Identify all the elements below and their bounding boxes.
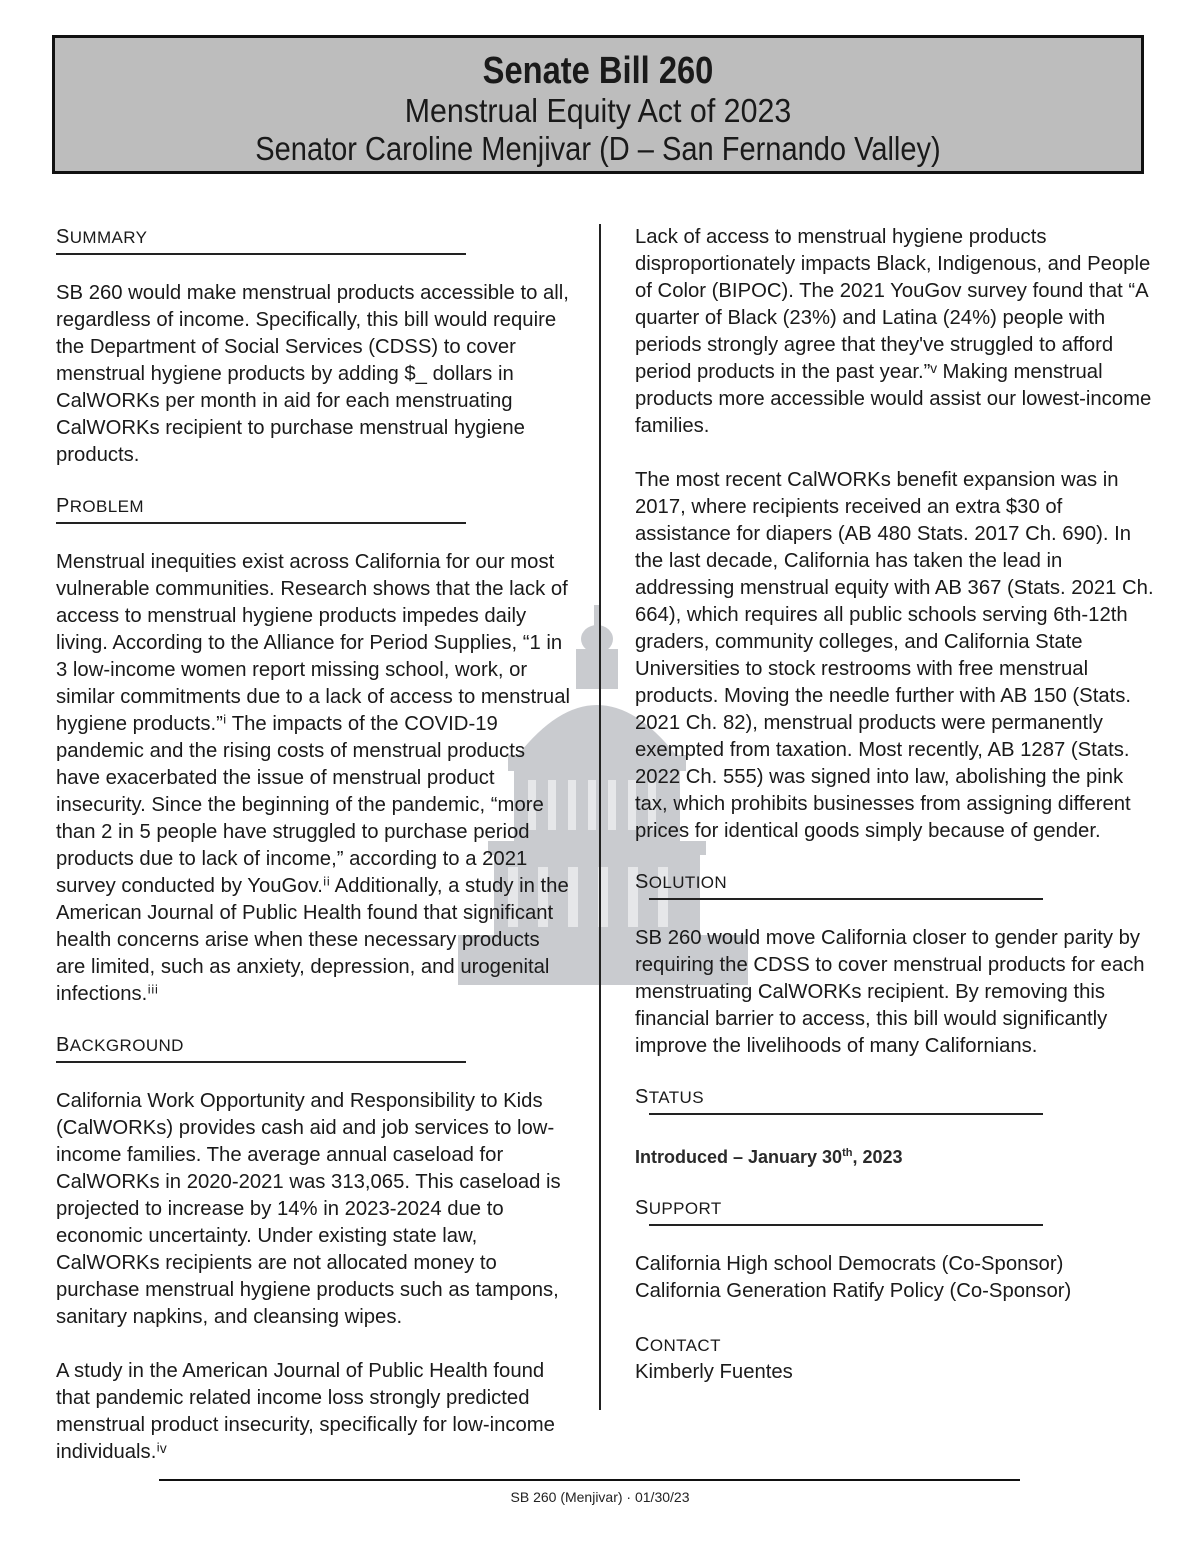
contact-heading: CONTACT bbox=[635, 1334, 721, 1356]
column-divider bbox=[599, 224, 601, 1410]
solution-text: SB 260 would move California closer to gender parity by requiring the CDSS to cover menstrual products for each menstruating CalWORKs recipient. By removing this financial barrier to access, this bill would significantly improve the livelihoods of many Californians. bbox=[635, 927, 1145, 1057]
right-column bbox=[635, 224, 1155, 1386]
status-text: Introduced – January 30th, 2023 bbox=[635, 1147, 903, 1167]
header-box bbox=[52, 35, 1144, 174]
status-heading: STATUS bbox=[635, 1086, 704, 1108]
left-column bbox=[56, 224, 574, 1466]
summary-text: SB 260 would make menstrual products accessible to all, regardless of income. Specifically, this bill would require the Department of Social Services (CDSS) to cover menstrual hygiene products by adding $_ dollars in CalWORKs per month in aid for each menstruating CalWORKs recipient to purchase menstrual hygiene products. bbox=[56, 282, 569, 466]
problem-heading: PROBLEM bbox=[56, 495, 144, 517]
bill-title: Senate Bill 260 bbox=[482, 50, 714, 92]
problem-text: Menstrual inequities exist across California for our most vulnerable communities. Research shows that the lack of access to menstrual hygiene products impedes daily living. According to the Alliance for Period Supplies, “1 in 3 low-income women report missing school, work, or similar commitments due to a lack of access to menstrual hygiene products.”ⁱ The impacts of the COVID-19 pandemic and the rising costs of menstrual products have exacerbated the issue of menstrual product insecurity. Since the beginning of the pandemic, “more than 2 in 5 people have struggled to purchase period products due to lack of income,” according to a 2021 survey conducted by YouGov.ⁱⁱ Additionally, a study in the American Journal of Public Health found that significant health concerns arise when these necessary products are limited, such as anxiety, depression, and urogenital infections.ⁱⁱⁱ bbox=[56, 551, 570, 1005]
support-item: California Generation Ratify Policy (Co-Sponsor) bbox=[635, 1280, 1072, 1302]
support-rule bbox=[649, 1224, 1043, 1226]
footer-rule bbox=[159, 1479, 1020, 1481]
summary-rule bbox=[56, 253, 466, 255]
background-heading: BACKGROUND bbox=[56, 1034, 184, 1056]
bill-subtitle: Menstrual Equity Act of 2023 bbox=[404, 92, 792, 129]
solution-heading: SOLUTION bbox=[635, 871, 728, 893]
status-rule bbox=[649, 1113, 1043, 1115]
solution-rule bbox=[649, 898, 1043, 900]
background-rule bbox=[56, 1061, 466, 1063]
background-paragraph: California Work Opportunity and Responsibility to Kids (CalWORKs) provides cash aid and job services to low-income families. The average annual caseload for CalWORKs in 2020-2021 was 313,065. This caseload is projected to increase by 14% in 2023-2024 due to economic uncertainty. Under existing state law, CalWORKs recipients are not allocated money to purchase menstrual hygiene products such as tampons, sanitary napkins, and cleansing wipes. bbox=[56, 1090, 561, 1328]
problem-rule bbox=[56, 522, 466, 524]
background-paragraph: A study in the American Journal of Public Health found that pandemic related income loss strongly predicted menstrual product insecurity, specifically for low-income individuals.ⁱᵛ bbox=[56, 1360, 555, 1463]
support-item: California High school Democrats (Co-Sponsor) bbox=[635, 1253, 1064, 1275]
footer-text: SB 260 (Menjivar) · 01/30/23 bbox=[510, 1489, 690, 1505]
background-paragraph: The most recent CalWORKs benefit expansion was in 2017, where recipients received an extra $30 of assistance for diapers (AB 480 Stats. 2017 Ch. 690). In the last decade, California has taken the lead in addressing menstrual equity with AB 367 (Stats. 2021 Ch. 664), which requires all public schools serving 6th-12th graders, community colleges, and California State Universities to stock restrooms with free menstrual products. Moving the needle further with AB 150 (Stats. 2021 Ch. 82), menstrual products were permanently exempted from taxation. Most recently, AB 1287 (Stats. 2022 Ch. 555) was signed into law, abolishing the pink tax, which prohibits businesses from assigning different prices for identical goods simply because of gender. bbox=[635, 469, 1154, 842]
summary-heading: SUMMARY bbox=[56, 226, 148, 248]
background-paragraph: Lack of access to menstrual hygiene products disproportionately impacts Black, Indigenous, and People of Color (BIPOC). The 2021 YouGov survey found that “A quarter of Black (23%) and Latina (24%) people with periods strongly agree that they've struggled to afford period products in the past year.”ᵛ Making menstrual products more accessible would assist our lowest-income families. bbox=[635, 226, 1152, 437]
support-heading: SUPPORT bbox=[635, 1197, 722, 1219]
contact-name: Kimberly Fuentes bbox=[635, 1361, 793, 1383]
bill-author: Senator Caroline Menjivar (D – San Fernando Valley) bbox=[255, 130, 941, 167]
